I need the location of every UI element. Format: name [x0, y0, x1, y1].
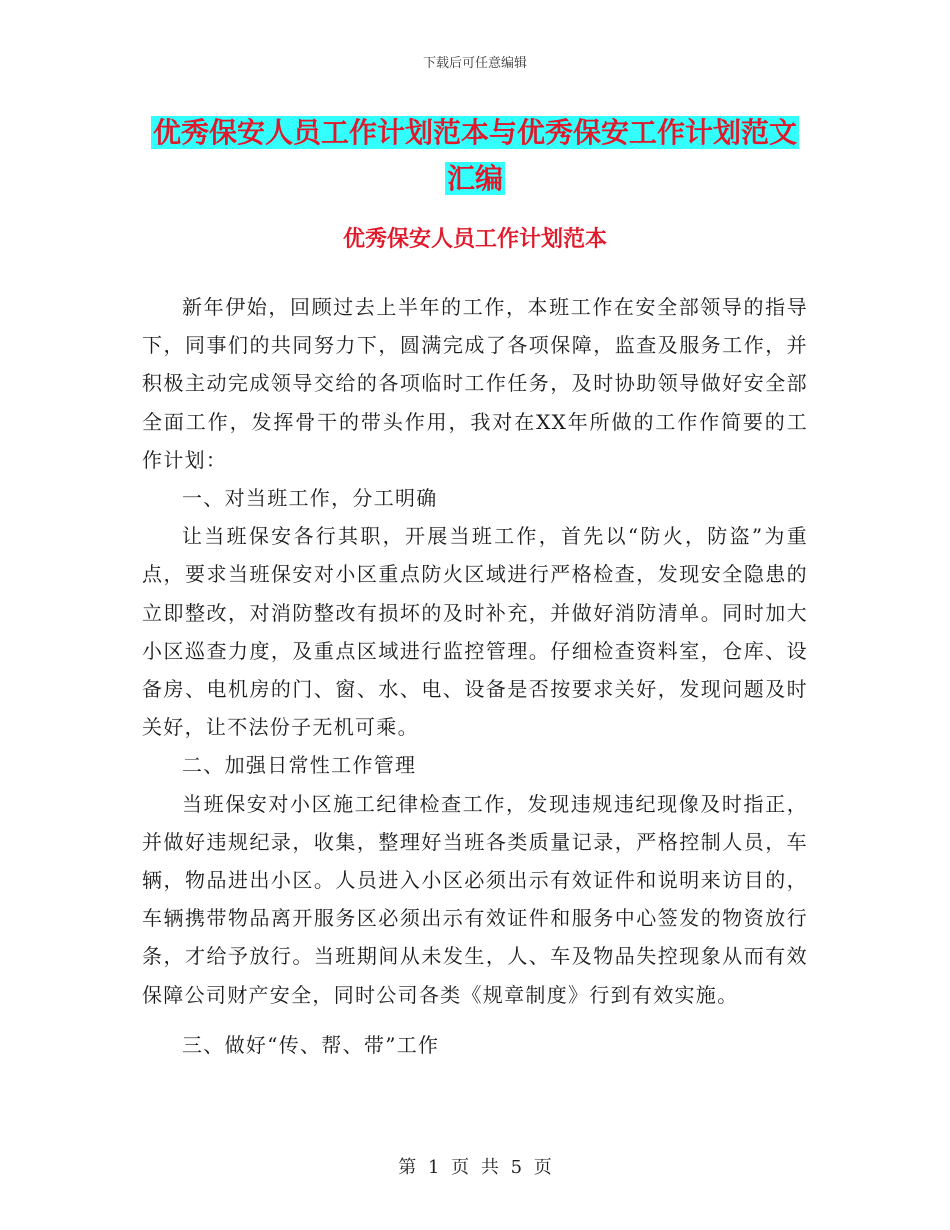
- page-number: 第 1 页 共 5 页: [398, 1157, 552, 1178]
- document-title: [0, 110, 950, 202]
- document-title-line-1: 优秀保安人员工作计划范本与优秀保安工作计划范文: [152, 116, 797, 149]
- page-header-note: 下载后可任意编辑: [422, 56, 527, 71]
- heading-2: 二、加强日常性工作管理: [182, 753, 417, 778]
- document-body: [142, 288, 808, 1064]
- paragraph-intro: 新年伊始，回顾过去上半年的工作，本班工作在安全部领导的指导下，同事们的共同努力下，圆满完成了各项保障，监查及服务工作，并积极主动完成领导交给的各项临时工作任务，及时协助领导做好安全部全面工作，发挥骨干的带头作用，我对在XX年所做的工作作简要的工作计划：: [142, 295, 808, 472]
- paragraph-2: 当班保安对小区施工纪律检查工作，发现违规违纪现像及时指正，并做好违规纪录，收集，整理好当班各类质量记录，严格控制人员，车辆，物品进出小区。人员进入小区必须出示有效证件和说明来访目的，车辆携带物品离开服务区必须出示有效证件和服务中心签发的物资放行条，才给予放行。当班期间从未发生，人、车及物品失控现象从而有效保障公司财产安全，同时公司各类《规章制度》行到有效实施。: [142, 791, 808, 1007]
- heading-1: 一、对当班工作，分工明确: [182, 486, 438, 511]
- document-title-line-2: 汇编: [446, 162, 503, 195]
- paragraph-1: 让当班保安各行其职，开展当班工作，首先以“防火，防盗”为重点，要求当班保安对小区重点防火区域进行严格检查，发现安全隐患的立即整改，对消防整改有损坏的及时补充，并做好消防清单。同时加大小区巡查力度，及重点区域进行监控管理。仔细检查资料室，仓库、设备房、电机房的门、窗、水、电、设备是否按要求关好，发现问题及时关好，让不法份子无机可乘。: [142, 524, 808, 740]
- section-title: 优秀保安人员工作计划范本: [342, 226, 607, 252]
- heading-3: 三、做好“传、帮、带”工作: [182, 1032, 440, 1057]
